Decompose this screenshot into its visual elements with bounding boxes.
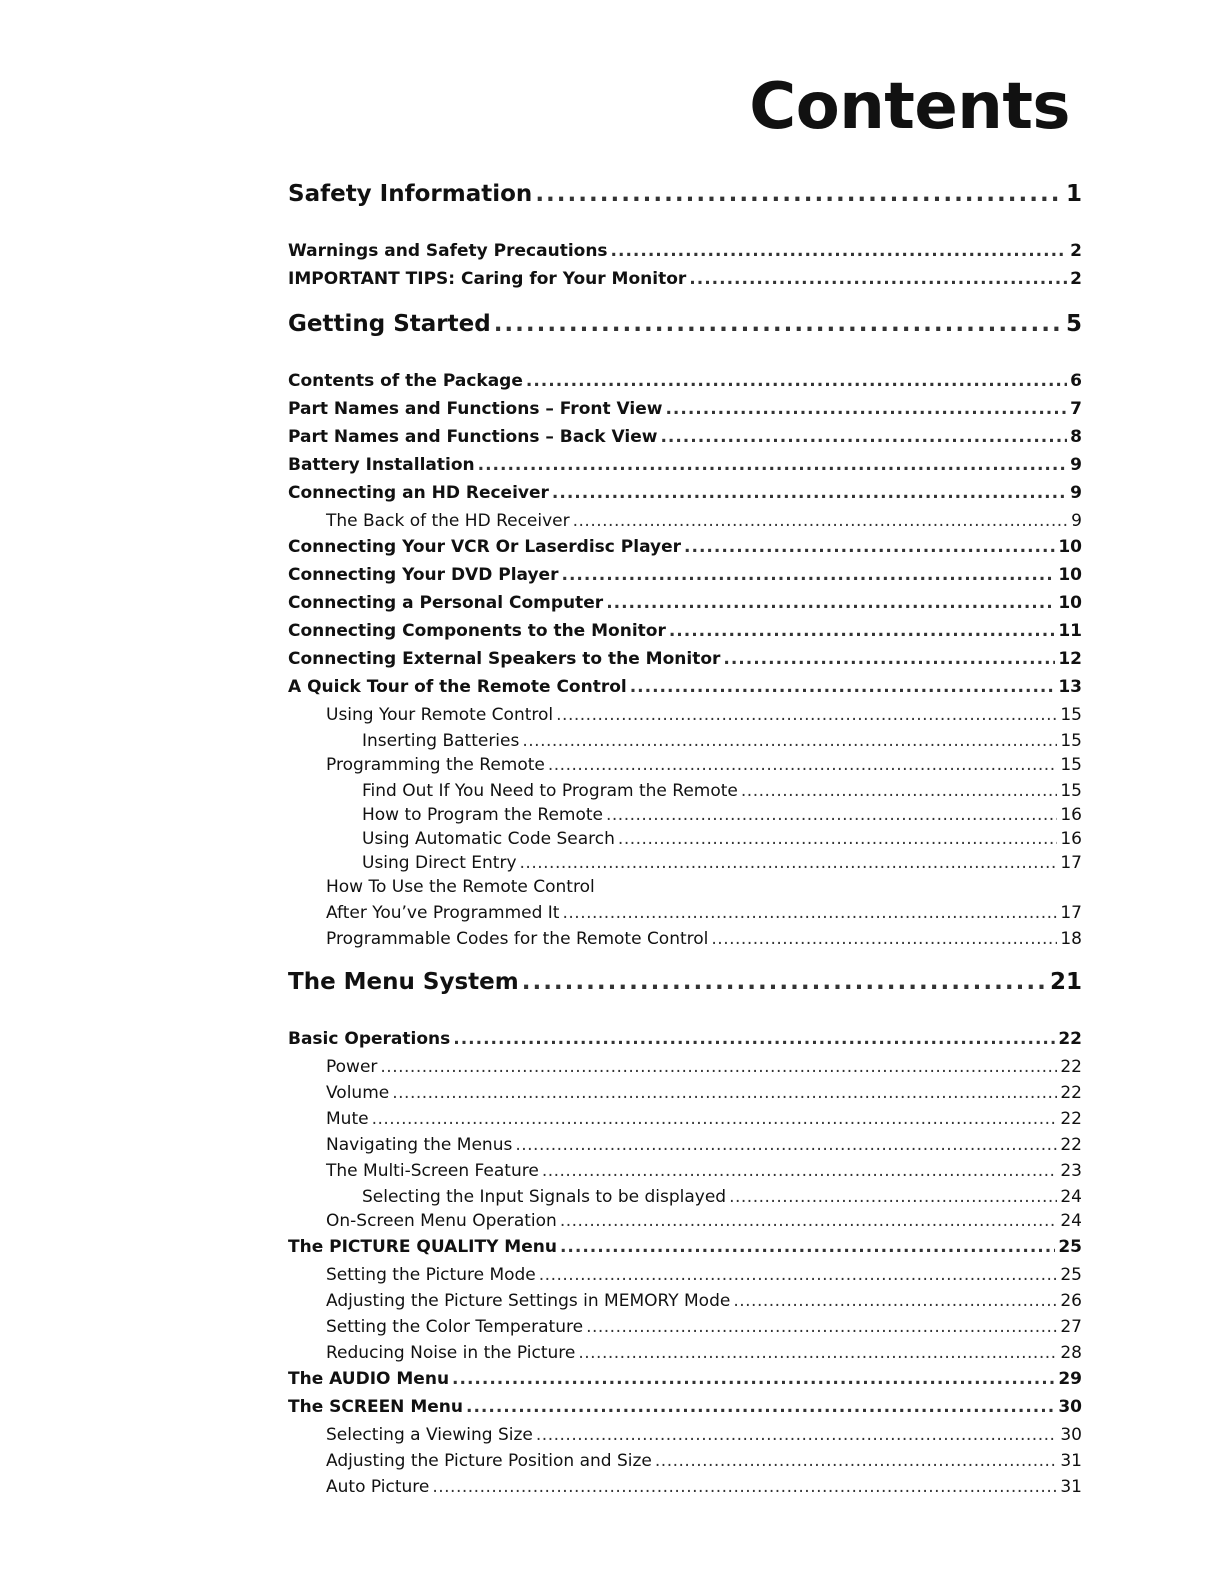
- toc-page-number: 25: [1058, 1237, 1082, 1257]
- toc-entry-title: After You’ve Programmed It: [326, 903, 560, 923]
- toc-entry-title: The Menu System: [288, 969, 519, 995]
- toc-entry: [288, 781, 1082, 805]
- toc-entry: [288, 1237, 1082, 1265]
- toc-entry: [288, 1317, 1082, 1343]
- toc-page-number: 10: [1058, 565, 1082, 585]
- toc-page-number: 29: [1058, 1369, 1082, 1389]
- toc-entry-title: The SCREEN Menu: [288, 1397, 463, 1417]
- toc-entry-title: Power: [326, 1057, 378, 1077]
- dot-leader: [548, 755, 1057, 775]
- dot-leader: [711, 929, 1057, 949]
- toc-page-number: 30: [1058, 1397, 1082, 1417]
- dot-leader: [372, 1109, 1058, 1129]
- toc-entry-title: The AUDIO Menu: [288, 1369, 450, 1389]
- toc-entry-title: Using Direct Entry: [362, 853, 517, 873]
- toc-entry-title: Connecting Components to the Monitor: [288, 621, 666, 641]
- dot-leader: [556, 705, 1057, 725]
- dot-leader: [669, 621, 1055, 641]
- toc-entry-title: The Back of the HD Receiver: [326, 511, 570, 531]
- toc-page-number: 16: [1060, 829, 1082, 849]
- dot-leader: [432, 1477, 1057, 1497]
- toc-entry-title: Adjusting the Picture Position and Size: [326, 1451, 652, 1471]
- toc-page-number: 13: [1058, 677, 1082, 697]
- dot-leader: [520, 853, 1058, 873]
- dot-leader: [573, 511, 1069, 531]
- toc-page-number: 1: [1065, 181, 1082, 207]
- dot-leader: [586, 1317, 1057, 1337]
- toc-entry: [288, 593, 1082, 621]
- toc-entry-title: Selecting the Input Signals to be displayed: [362, 1187, 727, 1207]
- toc-entry: [288, 755, 1082, 781]
- toc-entry-title: Setting the Picture Mode: [326, 1265, 536, 1285]
- dot-leader: [562, 903, 1057, 923]
- toc-entry-title: How to Program the Remote: [362, 805, 603, 825]
- dot-leader: [723, 649, 1055, 669]
- toc-page-number: 15: [1060, 731, 1082, 751]
- dot-leader: [741, 781, 1057, 801]
- toc-entry-title: Using Automatic Code Search: [362, 829, 615, 849]
- dot-leader: [515, 1135, 1057, 1155]
- toc-page-number: 31: [1060, 1477, 1082, 1497]
- toc-entry: [288, 427, 1082, 455]
- dot-leader: [539, 1265, 1058, 1285]
- dot-leader: [578, 1343, 1057, 1363]
- toc-page-number: 22: [1058, 1029, 1082, 1049]
- toc-page-number: 9: [1071, 511, 1082, 531]
- toc-entry-title: How To Use the Remote Control: [326, 877, 595, 897]
- dot-leader: [536, 1425, 1057, 1445]
- toc-entry-title: On-Screen Menu Operation: [326, 1211, 557, 1231]
- toc-entry: [288, 1291, 1082, 1317]
- toc-entry: [288, 241, 1082, 269]
- toc-entry-title: A Quick Tour of the Remote Control: [288, 677, 627, 697]
- toc-entry: [288, 1109, 1082, 1135]
- toc-entry: [288, 269, 1082, 297]
- toc-entry-title: Battery Installation: [288, 455, 475, 475]
- toc-entry: [288, 731, 1082, 755]
- dot-leader: [560, 1237, 1055, 1257]
- toc-entry-title: Connecting Your VCR Or Laserdisc Player: [288, 537, 682, 557]
- toc-entry-title: Getting Started: [288, 311, 491, 337]
- toc-entry: [288, 829, 1082, 853]
- toc-entry-title: Connecting Your DVD Player: [288, 565, 559, 585]
- toc-section-heading: [288, 311, 1082, 371]
- toc-page-number: 18: [1060, 929, 1082, 949]
- toc-page-number: 8: [1070, 427, 1082, 447]
- dot-leader: [733, 1291, 1057, 1311]
- dot-leader: [665, 399, 1067, 419]
- toc-page-number: 22: [1060, 1109, 1082, 1129]
- toc-page-number: 27: [1060, 1317, 1082, 1337]
- dot-leader: [618, 829, 1057, 849]
- dot-leader: [466, 1397, 1055, 1417]
- toc-entry: [288, 903, 1082, 929]
- toc-entry-title: Inserting Batteries: [362, 731, 520, 751]
- toc-entry-title: Connecting External Speakers to the Monitor: [288, 649, 721, 669]
- toc-section-heading: [288, 181, 1082, 241]
- toc-entry-title: Connecting a Personal Computer: [288, 593, 604, 613]
- page-title: Contents: [749, 70, 1070, 144]
- toc-entry: [288, 1057, 1082, 1083]
- toc-page-number: 23: [1060, 1161, 1082, 1181]
- toc-entry-title: Programmable Codes for the Remote Control: [326, 929, 709, 949]
- toc-entry-title: Setting the Color Temperature: [326, 1317, 584, 1337]
- toc-entry: [288, 565, 1082, 593]
- dot-leader: [494, 311, 1063, 337]
- toc-entry: [288, 537, 1082, 565]
- toc-page-number: 9: [1070, 483, 1082, 503]
- dot-leader: [630, 677, 1056, 697]
- dot-leader: [560, 1211, 1058, 1231]
- toc-page-number: 21: [1049, 969, 1082, 995]
- toc-entry: [288, 1343, 1082, 1369]
- toc-page-number: 25: [1060, 1265, 1082, 1285]
- toc-entry-title: Volume: [326, 1083, 390, 1103]
- dot-leader: [392, 1083, 1057, 1103]
- toc-page-number: 10: [1058, 537, 1082, 557]
- toc-entry: [288, 649, 1082, 677]
- toc-entry: [288, 1161, 1082, 1187]
- toc-page-number: 2: [1070, 241, 1082, 261]
- dot-leader: [380, 1057, 1057, 1077]
- toc-entry: [288, 1477, 1082, 1503]
- toc-page-number: 22: [1060, 1083, 1082, 1103]
- toc-page-number: 16: [1060, 805, 1082, 825]
- toc-page-number: 11: [1058, 621, 1082, 641]
- toc-entry-title: Part Names and Functions – Back View: [288, 427, 658, 447]
- toc-entry-title: The PICTURE QUALITY Menu: [288, 1237, 557, 1257]
- toc-page-number: 5: [1065, 311, 1082, 337]
- dot-leader: [606, 805, 1057, 825]
- toc-entry-title: Find Out If You Need to Program the Remote: [362, 781, 738, 801]
- toc-entry-title: Using Your Remote Control: [326, 705, 554, 725]
- toc-page-number: 15: [1060, 705, 1082, 725]
- toc-page-number: 30: [1060, 1425, 1082, 1445]
- dot-leader: [542, 1161, 1058, 1181]
- toc-page-number: 22: [1060, 1057, 1082, 1077]
- toc-page-number: 17: [1060, 903, 1082, 923]
- toc-entry-title: Basic Operations: [288, 1029, 451, 1049]
- dot-leader: [552, 483, 1067, 503]
- toc-entry-title: Programming the Remote: [326, 755, 545, 775]
- toc-entry: [288, 877, 1082, 903]
- toc-page-number: 12: [1058, 649, 1082, 669]
- toc-entry-title: Warnings and Safety Precautions: [288, 241, 608, 261]
- dot-leader: [526, 371, 1067, 391]
- toc-entry-title: Adjusting the Picture Settings in MEMORY Mode: [326, 1291, 731, 1311]
- toc-entry-title: The Multi-Screen Feature: [326, 1161, 539, 1181]
- toc-entry-title: Navigating the Menus: [326, 1135, 513, 1155]
- toc-entry-title: Contents of the Package: [288, 371, 523, 391]
- toc-entry-title: Part Names and Functions – Front View: [288, 399, 663, 419]
- table-of-contents: [288, 181, 1082, 1503]
- toc-page-number: 15: [1060, 755, 1082, 775]
- toc-entry-title: Auto Picture: [326, 1477, 430, 1497]
- toc-entry: [288, 1187, 1082, 1211]
- toc-page-number: 31: [1060, 1451, 1082, 1471]
- dot-leader: [452, 1369, 1055, 1389]
- toc-page-number: 24: [1060, 1187, 1082, 1207]
- toc-section-heading: [288, 969, 1082, 1029]
- dot-leader: [478, 455, 1068, 475]
- dot-leader: [729, 1187, 1057, 1207]
- toc-entry-title: Selecting a Viewing Size: [326, 1425, 533, 1445]
- toc-entry: [288, 853, 1082, 877]
- toc-page-number: 15: [1060, 781, 1082, 801]
- dot-leader: [655, 1451, 1057, 1471]
- toc-entry: [288, 1369, 1082, 1397]
- toc-entry: [288, 805, 1082, 829]
- toc-entry-title: IMPORTANT TIPS: Caring for Your Monitor: [288, 269, 687, 289]
- dot-leader: [606, 593, 1055, 613]
- toc-page-number: 6: [1070, 371, 1082, 391]
- toc-entry: [288, 621, 1082, 649]
- dot-leader: [660, 427, 1067, 447]
- toc-entry: [288, 1135, 1082, 1161]
- toc-page-number: 22: [1060, 1135, 1082, 1155]
- toc-page-number: 26: [1060, 1291, 1082, 1311]
- toc-page-number: 10: [1058, 593, 1082, 613]
- toc-entry: [288, 455, 1082, 483]
- dot-leader: [561, 565, 1055, 585]
- dot-leader: [535, 181, 1063, 207]
- toc-entry: [288, 1451, 1082, 1477]
- toc-entry: [288, 511, 1082, 537]
- toc-page-number: 17: [1060, 853, 1082, 873]
- dot-leader: [689, 269, 1067, 289]
- toc-entry-title: Connecting an HD Receiver: [288, 483, 549, 503]
- toc-page-number: 9: [1070, 455, 1082, 475]
- toc-page-number: 2: [1070, 269, 1082, 289]
- dot-leader: [611, 241, 1068, 261]
- dot-leader: [522, 731, 1057, 751]
- dot-leader: [684, 537, 1055, 557]
- toc-entry: [288, 1265, 1082, 1291]
- toc-page-number: 7: [1070, 399, 1082, 419]
- toc-entry: [288, 677, 1082, 705]
- toc-entry: [288, 705, 1082, 731]
- toc-entry: [288, 371, 1082, 399]
- toc-entry: [288, 1397, 1082, 1425]
- toc-entry: [288, 929, 1082, 955]
- toc-entry: [288, 1211, 1082, 1237]
- toc-page-number: 24: [1060, 1211, 1082, 1231]
- toc-entry-title: Mute: [326, 1109, 369, 1129]
- dot-leader: [522, 969, 1047, 995]
- toc-entry: [288, 1425, 1082, 1451]
- toc-entry: [288, 483, 1082, 511]
- toc-entry: [288, 399, 1082, 427]
- toc-page-number: 28: [1060, 1343, 1082, 1363]
- toc-entry-title: Reducing Noise in the Picture: [326, 1343, 576, 1363]
- toc-entry: [288, 1029, 1082, 1057]
- dot-leader: [453, 1029, 1055, 1049]
- toc-entry: [288, 1083, 1082, 1109]
- toc-entry-title: Safety Information: [288, 181, 533, 207]
